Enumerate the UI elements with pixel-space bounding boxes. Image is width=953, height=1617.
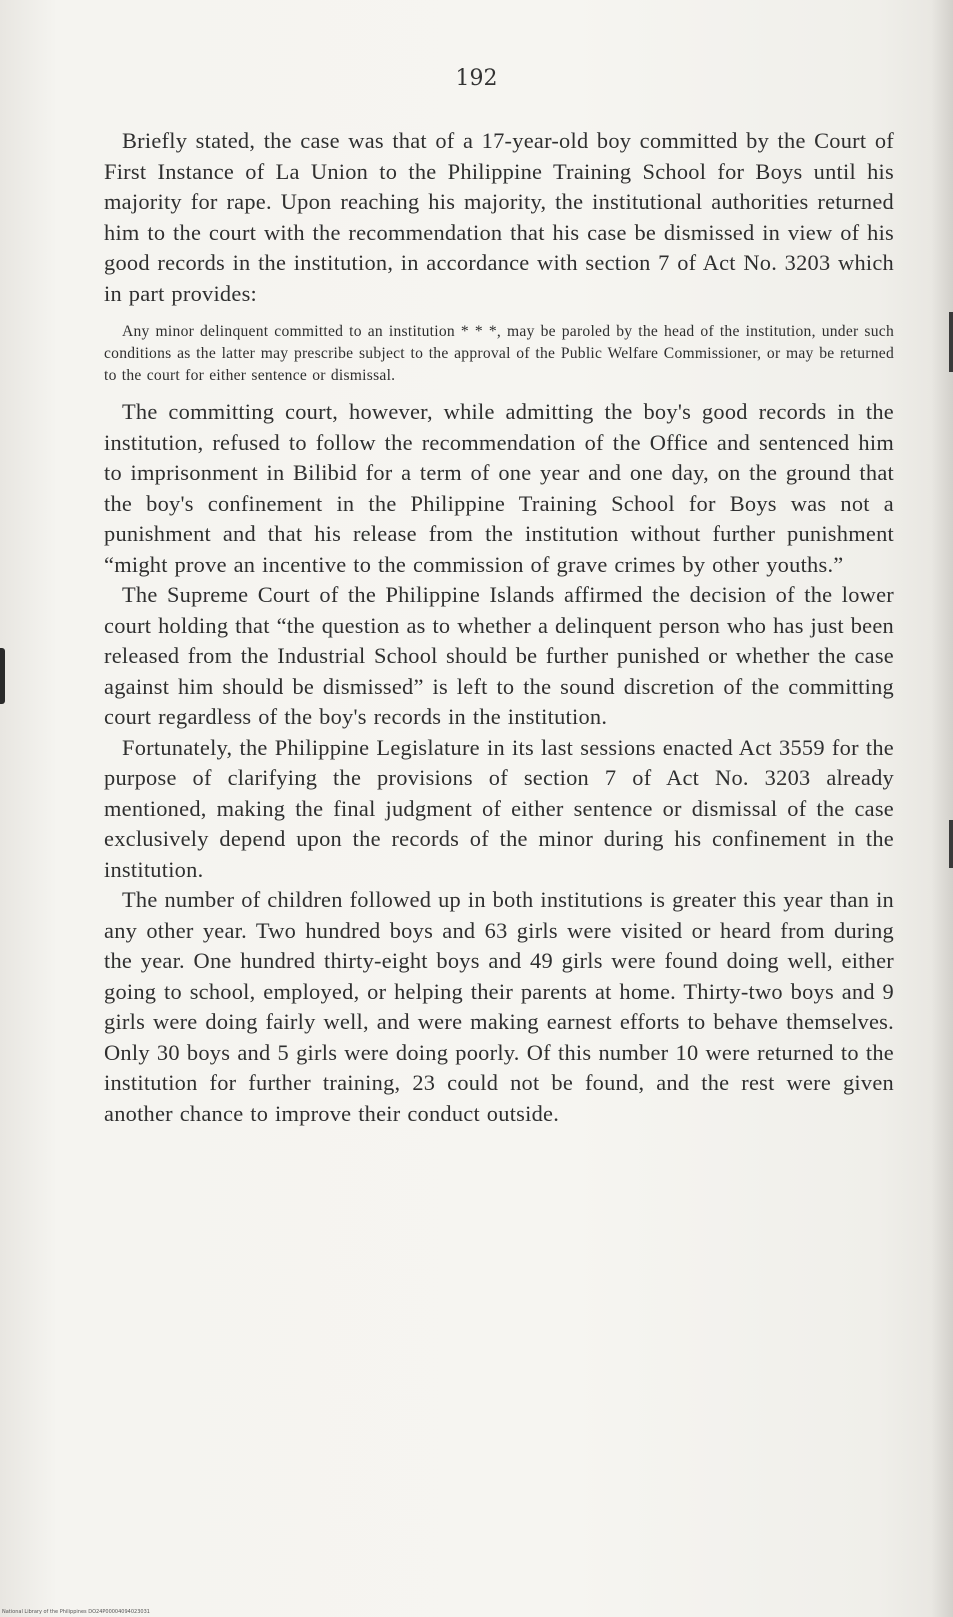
scan-artifact-left [0,648,5,704]
paragraph-supreme-court: The Supreme Court of the Philippine Islands affirmed the decision of the lower court holding that “the question as to whether a delinquent person who has just been released from the Industrial School should be further punished or whether the case against him should be dismissed” is left to the sound discretion of the committing court regardless of the boy's records in the institution. [104,582,894,729]
scan-artifact-right-middle [949,820,953,868]
paragraph-case-summary: Briefly stated, the case was that of a 17-year-old boy committed by the Court of First Instance of La Union to the Philippine Training School for Boys until his majority for rape. Upon reaching his majority, the institutional authorities returned him to the court with the recommendation that his case be dismissed in view of his good records in the institution, in accordance with section 7 of Act No. 3203 which in part provides: [104,128,894,306]
paragraph-follow-up: The number of children followed up in both institutions is greater this year than in any other year. Two hundred boys and 63 girls were visited or heard from during the year. One hundred thirty-eight boys and 49 girls were found doing well, either going to school, employed, or helping their parents at home. Thirty-two boys and 9 girls were doing fairly well, and were making earnest efforts to behave themselves. Only 30 boys and 5 girls were doing poorly. Of this number 10 were returned to the institution for further training, 23 could not be found, and the rest were given another chance to improve their conduct outside. [104,887,894,1126]
page-body [104,126,894,1129]
page-number: 192 [455,66,498,91]
quoted-statute: Any minor delinquent committed to an institution * * *, may be paroled by the head of the institution, under such conditions as the latter may prescribe subject to the approval of the Public Welfare Commissioner, or may be returned to the court for either sentence or dismissal. [104,323,894,384]
page-edge-shadow [931,0,953,1617]
library-footer: National Library of the Philippines DO24P00004094023031 [2,1609,150,1615]
paragraph-legislature: Fortunately, the Philippine Legislature in its last sessions enacted Act 3559 for the purpose of clarifying the provisions of section 7 of Act No. 3203 already mentioned, making the final judgment of either sentence or dismissal of the case exclusively depend upon the records of the minor during his confinement in the institution. [104,734,894,882]
paragraph-committing-court: The committing court, however, while admitting the boy's good records in the institution, refused to follow the recommendation of the Office and sentenced him to imprisonment in Bilibid for a term of one year and one day, on the ground that the boy's confinement in the Philippine Training School for Boys was not a punishment and that his release from the institution without further punishment “might prove an incentive to the commission of grave crimes by other youths.” [104,399,894,577]
scan-artifact-right-top [949,312,953,372]
